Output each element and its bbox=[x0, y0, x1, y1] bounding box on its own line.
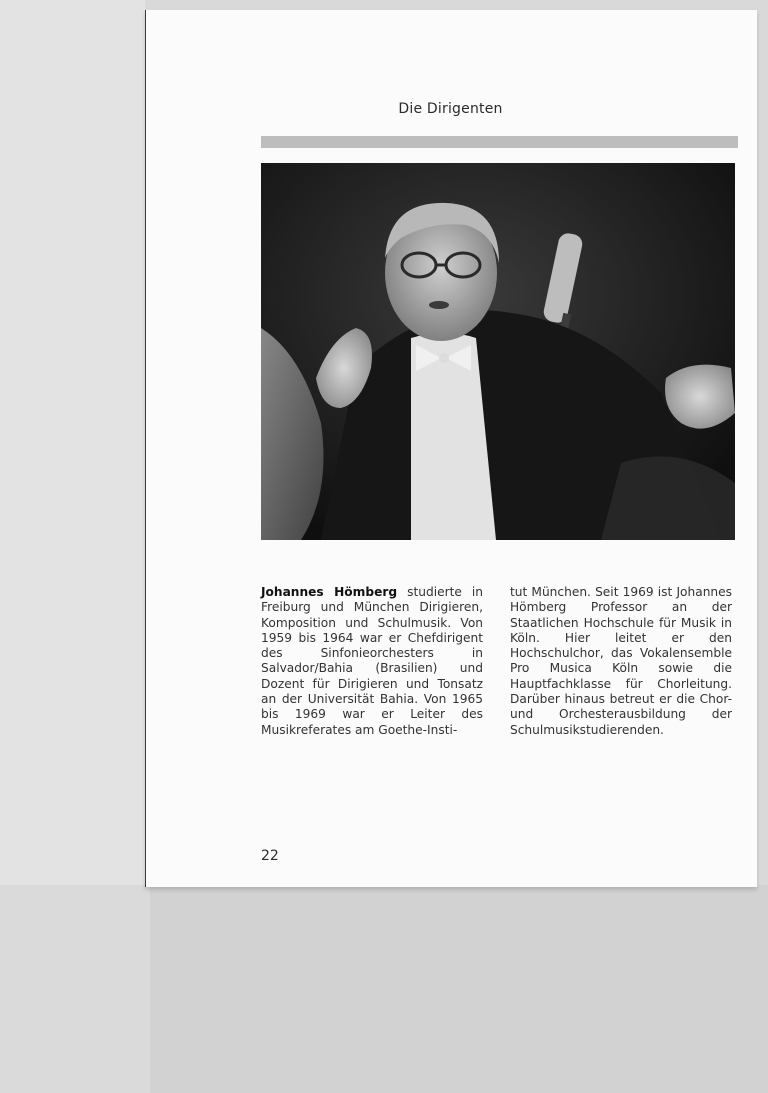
page-number: 22 bbox=[261, 848, 279, 864]
bio-text-part-1: studierte in Freiburg und München Dirigieren, Komposition und Schulmusik. Von 1959 bis 1964 war er Chefdirigent des Sinfonieorchesters in Salvador/Bahia (Brasilien) und Dozent für Dirigieren und Tonsatz an der Universität Bahia. Von 1965 bis 1969 war er Leiter des Musikreferates am Goethe-Insti- bbox=[261, 585, 483, 737]
scan-background-bottom-left bbox=[0, 885, 150, 1093]
conductor-photo bbox=[261, 163, 735, 540]
title-rule bbox=[261, 136, 738, 148]
scan-background bbox=[0, 0, 145, 885]
conductor-photo-illustration bbox=[261, 163, 735, 540]
bio-column-left bbox=[261, 585, 483, 738]
conductor-name: Johannes Hömberg bbox=[261, 585, 398, 599]
bio-column-right bbox=[510, 585, 732, 738]
section-title: Die Dirigenten bbox=[398, 101, 503, 117]
bio-text-part-2: tut München. Seit 1969 ist Johannes Hömberg Professor an der Staatlichen Hochschule für Musik in Köln. Hier leitet er den Hochschulchor, das Vokalensemble Pro Musica Köln sowie die Hauptfachklasse für Chorleitung. Darüber hinaus betreut er die Chor- und Orchesterausbildung der Schulmusikstudierenden. bbox=[510, 585, 732, 737]
